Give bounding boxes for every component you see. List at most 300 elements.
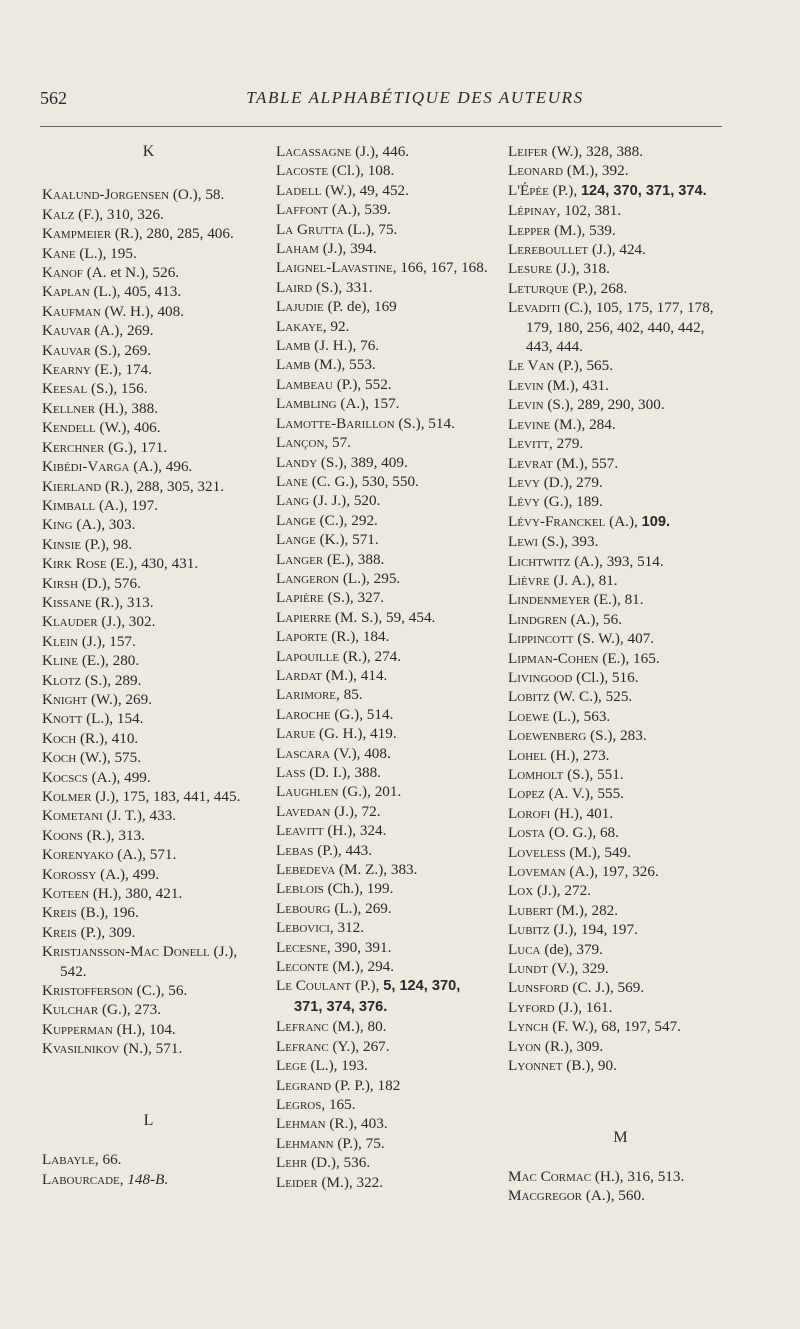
author-name: Kane	[42, 244, 76, 262]
index-entry	[276, 763, 488, 782]
index-entry	[42, 418, 256, 437]
index-entry	[508, 279, 734, 298]
entry-pages: (M.), 282.	[552, 901, 619, 919]
entry-pages: (M.), 431.	[543, 376, 609, 394]
author-name: Lehmann	[276, 1134, 334, 1152]
author-name: Koteen	[42, 885, 90, 903]
index-entry	[42, 321, 256, 340]
entry-pages: (A.), 499.	[96, 865, 160, 883]
section-letter: M	[613, 1128, 629, 1146]
index-entry	[42, 826, 256, 845]
author-name: Lambling	[276, 395, 337, 413]
index-entry	[276, 841, 488, 860]
index-entry	[42, 690, 256, 709]
author-name: Legros	[276, 1095, 322, 1113]
index-entry	[508, 590, 734, 609]
author-name: Lacassagne	[276, 143, 352, 160]
author-name: Lapierre	[276, 608, 332, 626]
entry-pages: (E.), 430, 431.	[106, 555, 199, 573]
index-entry	[42, 379, 256, 398]
entry-pages: , 165.	[321, 1095, 356, 1113]
index-entry	[42, 748, 256, 767]
author-name: Lardat	[276, 666, 322, 684]
author-name: Lang	[276, 492, 310, 510]
entry-pages: (A.),	[605, 512, 642, 530]
author-name: Kendell	[42, 419, 96, 437]
entry-pages: (B.), 90.	[562, 1057, 617, 1075]
section-letter: L	[143, 1111, 155, 1129]
entry-pages: (L.), 295.	[339, 569, 401, 587]
bold-pages: 5, 124, 370, 371, 374, 376.	[294, 978, 461, 1015]
entry-pages: (S.), 331.	[312, 278, 373, 296]
author-name: Lebourg	[276, 899, 331, 917]
index-entry	[42, 729, 256, 748]
index-entry	[276, 375, 488, 394]
index-entry	[276, 530, 488, 549]
author-name: Lepper	[508, 221, 551, 239]
entry-pages: (P.), 309.	[76, 923, 136, 941]
entry-pages: (S.), 269.	[90, 341, 151, 359]
index-entry	[42, 399, 256, 418]
entry-pages: (M.), 322.	[317, 1173, 384, 1191]
index-entry	[42, 477, 256, 496]
index-entry	[42, 1039, 256, 1058]
index-entry	[508, 784, 734, 803]
index-entry	[276, 317, 488, 336]
index-entry	[276, 1056, 488, 1075]
entry-pages: (D.), 536.	[307, 1154, 371, 1172]
author-name: Lascara	[276, 744, 330, 762]
author-name: Lebovici	[276, 919, 330, 937]
author-name: Luca	[508, 940, 541, 958]
index-entry	[42, 535, 256, 554]
entry-pages: (S.), 327.	[323, 589, 385, 607]
author-name: Laham	[276, 240, 319, 258]
entry-pages: (J.), 72.	[330, 802, 381, 820]
index-entry	[276, 472, 488, 491]
entry-pages: (R.), 309.	[541, 1037, 604, 1055]
author-name: Loveless	[508, 843, 566, 861]
index-column-1	[42, 142, 256, 1189]
entry-pages: (S.), 514.	[394, 414, 455, 432]
entry-pages: (A. V.), 555.	[544, 785, 624, 803]
entry-pages: (S.), 389, 409.	[317, 453, 408, 471]
index-entry	[42, 341, 256, 360]
entry-pages: (H.), 316, 513.	[591, 1167, 685, 1185]
entry-pages: (W. C.), 525.	[549, 688, 633, 706]
author-name: Klotz	[42, 671, 82, 689]
entry-pages: (M.), 539.	[550, 221, 616, 239]
index-entry	[276, 336, 488, 355]
entry-pages: (R.), 280, 285, 406.	[111, 225, 234, 243]
author-name: Kaalund-Jorgensen	[42, 186, 170, 204]
author-name: Kierland	[42, 477, 102, 495]
entry-pages: (Ch.), 199.	[323, 880, 394, 898]
index-entry	[276, 821, 488, 840]
entry-pages: (P.), 75.	[333, 1134, 385, 1152]
entry-pages: (M.), 80.	[328, 1018, 387, 1036]
entry-pages: (R.), 274.	[339, 647, 402, 665]
entry-pages: (J.), 446.	[351, 143, 410, 160]
index-entry	[508, 376, 734, 395]
author-name: Kolmer	[42, 788, 92, 805]
author-name: Korenyako	[42, 846, 114, 864]
index-entry	[276, 802, 488, 821]
entry-pages: (J.), 542.	[60, 943, 238, 980]
author-name: Lewi	[508, 533, 539, 551]
index-entry	[276, 355, 488, 374]
index-column-3	[508, 142, 734, 1206]
author-name: Levine	[508, 415, 551, 433]
index-entry	[508, 998, 734, 1017]
author-name: Lyon	[508, 1037, 542, 1055]
author-name: Lévy-Franckel	[508, 512, 606, 530]
entry-pages: (D.), 279.	[539, 473, 603, 491]
index-entry	[276, 297, 488, 316]
entry-pages: (R.), 184.	[327, 628, 390, 646]
author-name: Levaditi	[508, 299, 561, 317]
author-name: Lièvre	[508, 571, 550, 589]
author-name: Kaufman	[42, 302, 101, 320]
author-name: Lavedan	[276, 802, 331, 820]
author-name: Loewe	[508, 707, 550, 725]
entry-pages: (F. W.), 68, 197, 547.	[548, 1018, 681, 1036]
entry-pages: (E.), 388.	[323, 550, 385, 568]
index-entry	[42, 224, 256, 243]
entry-pages: (H.), 273.	[546, 746, 610, 764]
index-column-2	[276, 142, 488, 1192]
index-entry	[276, 588, 488, 607]
author-name: King	[42, 516, 73, 534]
index-entry	[42, 903, 256, 922]
entry-pages: , 279.	[549, 435, 584, 453]
entry-pages: (A.), 269.	[90, 322, 154, 340]
author-name: Labayle	[42, 1151, 95, 1169]
entry-pages: (H.), 104.	[112, 1020, 176, 1038]
author-name: Lamb	[276, 356, 311, 374]
entry-pages: , 390, 391.	[326, 938, 392, 956]
section-letter: K	[142, 143, 156, 160]
author-name: Koch	[42, 729, 77, 747]
entry-pages: (A.), 393, 514.	[570, 552, 664, 570]
entry-pages: (W. H.), 408.	[100, 302, 185, 320]
author-name: Lubert	[508, 901, 553, 919]
entry-pages: (C. G.), 530, 550.	[307, 472, 419, 490]
index-entry	[508, 629, 734, 648]
index-entry	[276, 918, 488, 937]
index-entry	[276, 142, 488, 161]
entry-pages: (A.), 157.	[336, 395, 400, 413]
entry-pages: (O. G.), 68.	[545, 824, 619, 842]
entry-pages: (A. et N.), 526.	[82, 264, 180, 282]
index-entry	[42, 244, 256, 263]
entry-pages: (M.), 294.	[328, 958, 395, 976]
entry-pages: (J. T.), 433.	[102, 807, 177, 825]
author-name: Lajudie	[276, 298, 324, 316]
author-name: Lyford	[508, 998, 555, 1016]
index-entry	[276, 278, 488, 297]
index-entry	[508, 552, 734, 571]
index-entry	[276, 899, 488, 918]
entry-pages: (G.), 514.	[330, 705, 394, 723]
index-entry	[508, 240, 734, 259]
index-entry	[276, 1114, 488, 1133]
index-entry	[508, 940, 734, 959]
index-entry	[276, 724, 488, 743]
index-entry	[508, 161, 734, 180]
index-entry	[276, 569, 488, 588]
index-entry	[42, 806, 256, 825]
index-entry	[276, 1037, 488, 1056]
entry-pages: (W.), 269.	[87, 690, 153, 708]
entry-pages: (A.), 303.	[72, 516, 136, 534]
index-entry	[276, 414, 488, 433]
index-entry	[508, 1017, 734, 1036]
author-name: Lehman	[276, 1115, 326, 1133]
author-name: Kvasilnikov	[42, 1040, 120, 1058]
entry-pages: (M. Z.), 383.	[335, 861, 418, 879]
index-entry	[508, 571, 734, 590]
entry-pages: (C.), 56.	[132, 982, 188, 1000]
index-entry	[508, 259, 734, 278]
entry-pages: (W.), 575.	[76, 749, 142, 767]
index-entry	[276, 627, 488, 646]
index-entry	[42, 768, 256, 787]
author-name: Langer	[276, 550, 324, 568]
author-name: Lohel	[508, 746, 547, 764]
author-name: Lege	[276, 1057, 307, 1075]
entry-pages: (W.), 49, 452.	[321, 181, 409, 199]
index-entry	[276, 258, 488, 277]
index-entry	[276, 220, 488, 239]
author-name: Korossy	[42, 865, 97, 883]
index-entry	[508, 415, 734, 434]
entry-pages: (P.), 98.	[81, 535, 133, 553]
index-entry	[42, 865, 256, 884]
author-name: Laporte	[276, 628, 328, 646]
index-entry	[508, 649, 734, 668]
index-entry	[42, 496, 256, 515]
index-entry	[508, 610, 734, 629]
index-entry	[42, 651, 256, 670]
author-name: Levitt	[508, 435, 550, 453]
author-name: Larimore	[276, 686, 337, 704]
index-entry	[508, 512, 734, 532]
author-name: Lançon	[276, 434, 325, 452]
author-name: Keesal	[42, 380, 88, 398]
author-name: Legrand	[276, 1076, 332, 1094]
author-name: Lox	[508, 882, 534, 900]
entry-pages: (J.), 175, 183, 441, 445.	[91, 788, 241, 805]
index-entry	[508, 687, 734, 706]
author-name: Kalz	[42, 205, 75, 223]
index-entry	[508, 978, 734, 997]
entry-pages: (V.), 329.	[547, 960, 609, 978]
italic-pages: 148-B.	[127, 1170, 169, 1188]
entry-pages: (D.), 576.	[78, 574, 141, 592]
running-header	[40, 88, 722, 118]
author-name: Lyonnet	[508, 1057, 563, 1075]
author-name: Lapouille	[276, 647, 340, 665]
index-entry	[42, 263, 256, 282]
index-entry	[42, 515, 256, 534]
entry-pages: (A.), 499.	[87, 768, 151, 786]
entry-pages: (C.), 105, 175, 177, 178, 179, 180, 256, 402, 440, 442, 443, 444.	[526, 299, 714, 356]
entry-pages: (A.), 571.	[113, 846, 177, 864]
author-name: Kanof	[42, 264, 83, 282]
index-entry	[508, 473, 734, 492]
entry-pages: , 85.	[336, 686, 363, 704]
index-entry	[42, 593, 256, 612]
index-entry	[276, 957, 488, 976]
author-name: Lamotte-Barillon	[276, 414, 395, 432]
author-name: Laffont	[276, 201, 329, 219]
index-entry	[42, 185, 256, 204]
entry-pages: (de), 379.	[540, 940, 603, 958]
header-rule	[40, 126, 722, 127]
author-name: Kupperman	[42, 1020, 113, 1038]
author-name: Kinsie	[42, 535, 82, 553]
index-entry	[508, 395, 734, 414]
entry-pages: (E.), 280.	[78, 652, 140, 670]
entry-pages: (L.), 405, 413.	[89, 283, 182, 301]
author-name: Larue	[276, 725, 316, 743]
entry-pages: (S. W.), 407.	[573, 630, 655, 648]
entry-pages: (K.), 571.	[315, 531, 379, 549]
author-name: Ladell	[276, 181, 322, 199]
index-entry	[508, 765, 734, 784]
entry-pages: (W.), 406.	[95, 419, 161, 437]
entry-pages: (A.), 197, 326.	[565, 863, 659, 881]
author-name: Kaplan	[42, 283, 90, 301]
author-name: Loewenberg	[508, 727, 587, 745]
entry-pages: (L.), 563.	[549, 707, 611, 725]
entry-pages: (L.), 193.	[306, 1057, 368, 1075]
author-name: Loveman	[508, 863, 566, 881]
entry-pages: (E.), 165.	[598, 649, 660, 667]
index-entry	[508, 862, 734, 881]
entry-pages: (M.), 553.	[310, 356, 376, 374]
entry-pages: (W.), 328, 388.	[547, 143, 644, 160]
entry-pages: (A.), 56.	[566, 610, 623, 628]
author-name: L'Épée	[508, 181, 549, 199]
index-entry	[276, 200, 488, 219]
author-name: Levin	[508, 396, 544, 414]
index-entry	[508, 823, 734, 842]
author-name: Le Coulant	[276, 977, 352, 995]
author-name: Levrat	[508, 454, 553, 472]
entry-pages: (P. P.), 182	[331, 1076, 401, 1094]
index-entry	[508, 843, 734, 862]
entry-pages: (H.), 324.	[323, 822, 387, 840]
entry-pages: (P.), 443.	[313, 841, 373, 859]
entry-pages: (O.), 58.	[169, 186, 225, 204]
index-entry	[508, 668, 734, 687]
index-entry	[276, 976, 488, 1017]
entry-pages: , 66.	[94, 1151, 122, 1169]
bold-pages: 109.	[641, 513, 671, 530]
entry-pages: (R.), 313.	[82, 826, 145, 844]
author-name: Lane	[276, 472, 308, 490]
entry-pages: (G.), 171.	[104, 438, 168, 456]
index-entry	[42, 438, 256, 457]
author-name: Kristjansson-Mac Donell	[42, 943, 210, 961]
entry-pages: (M.), 392.	[563, 162, 629, 180]
entry-pages: (N.), 571.	[119, 1040, 183, 1058]
entry-pages: (L.), 75.	[343, 220, 398, 238]
entry-pages: (J.), 424.	[588, 241, 646, 259]
author-name: Lundt	[508, 960, 548, 978]
author-name: Lubitz	[508, 921, 550, 939]
author-name: Laird	[276, 278, 313, 296]
index-entry	[276, 666, 488, 685]
author-name: Lobitz	[508, 688, 550, 706]
index-entry	[276, 782, 488, 801]
author-name: Levy	[508, 473, 540, 491]
index-entry	[508, 1167, 734, 1186]
author-name: Lecesne	[276, 938, 327, 956]
entry-pages: (S.), 289, 290, 300.	[543, 396, 665, 414]
bold-pages: 124, 370, 371, 374.	[580, 182, 707, 199]
index-entry	[42, 554, 256, 573]
index-entry	[42, 574, 256, 593]
index-entry	[276, 1134, 488, 1153]
index-entry	[276, 453, 488, 472]
index-entry	[42, 1170, 256, 1189]
entry-pages: (G.), 273.	[98, 1001, 162, 1019]
index-entry	[42, 360, 256, 379]
author-name: Klein	[42, 632, 79, 650]
author-name: Knight	[42, 690, 88, 708]
index-entry	[508, 492, 734, 511]
author-name: Lamb	[276, 337, 311, 355]
author-name: Lapière	[276, 589, 324, 607]
entry-pages: (G.), 201.	[338, 783, 402, 801]
entry-pages: (J.), 302.	[97, 613, 156, 631]
index-entry	[276, 1153, 488, 1172]
author-name: Lippincott	[508, 630, 574, 648]
index-entry	[276, 394, 488, 413]
entry-pages: (M.), 414.	[321, 666, 388, 684]
entry-pages: (J. A.), 81.	[549, 571, 618, 589]
author-name: Lefranc	[276, 1037, 329, 1055]
entry-pages: (J.), 157.	[78, 632, 136, 650]
entry-pages: (F.), 310, 326.	[74, 205, 164, 223]
author-name: Lopez	[508, 785, 545, 803]
entry-pages: , 92.	[322, 317, 350, 335]
index-entry	[276, 433, 488, 452]
author-name: Lorofi	[508, 804, 551, 822]
author-name: Lehr	[276, 1154, 308, 1172]
author-name: Kauvar	[42, 322, 91, 340]
author-name: La Grutta	[276, 220, 344, 238]
author-name: Levin	[508, 376, 544, 394]
index-entry	[276, 181, 488, 200]
author-name: Lambeau	[276, 375, 333, 393]
index-entry	[276, 860, 488, 879]
entry-pages: (L.), 195.	[75, 244, 137, 262]
index-entry	[508, 532, 734, 551]
index-entry	[42, 942, 256, 981]
entry-pages: (L.), 269.	[330, 899, 392, 917]
index-entry	[276, 511, 488, 530]
author-name: Lesure	[508, 260, 553, 278]
author-name: Kristofferson	[42, 982, 133, 1000]
entry-pages: , 166, 167, 168.	[392, 259, 488, 277]
author-name: Lass	[276, 764, 306, 781]
entry-pages: (J.), 318.	[552, 260, 610, 278]
author-name: Lindgren	[508, 610, 567, 628]
